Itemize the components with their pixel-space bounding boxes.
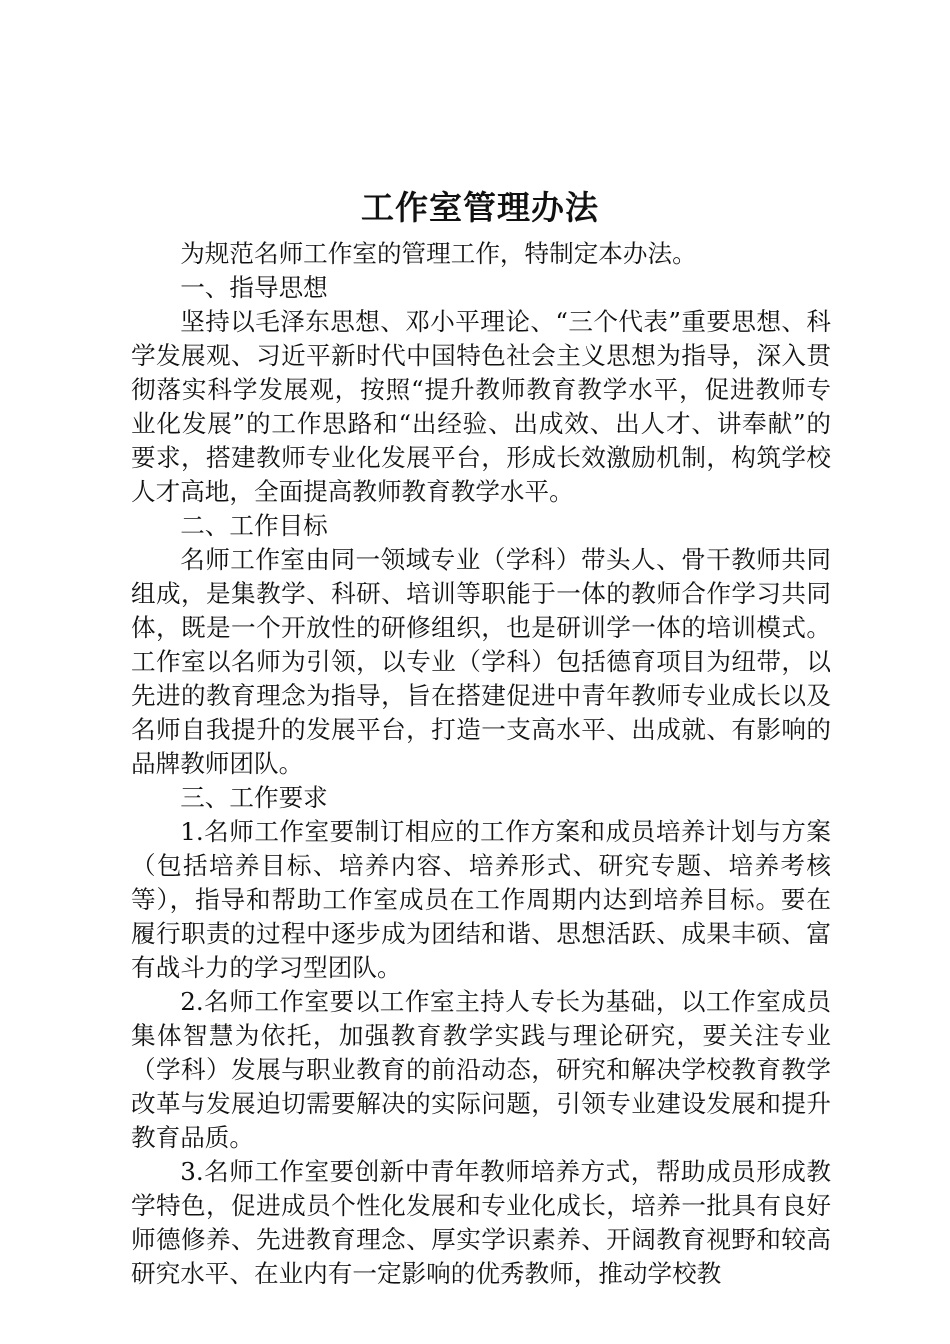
document-body bbox=[131, 237, 831, 1291]
paragraph-requirement-3: 3.名师工作室要创新中青年教师培养方式，帮助成员形成教学特色，促进成员个性化发展和专业化成长，培养一批具有良好师德修养、先进教育理念、厚实学识素养、开阔教育视野和较高研究水平、在业内有一定影响的优秀教师，推动学校教 bbox=[131, 1157, 831, 1288]
paragraph-guiding-thought: 坚持以毛泽东思想、邓小平理论、“三个代表”重要思想、科学发展观、习近平新时代中国特色社会主义思想为指导，深入贯彻落实科学发展观，按照“提升教师教育教学水平，促进教师专业化发展”的工作思路和“出经验、出成效、出人才、讲奉献”的要求，搭建教师专业化发展平台，形成长效激励机制，构筑学校人才高地，全面提高教师教育教学水平。 bbox=[131, 307, 831, 506]
paragraph-requirement-1: 1.名师工作室要制订相应的工作方案和成员培养计划与方案（包括培养目标、培养内容、培养形式、研究专题、培养考核等），指导和帮助工作室成员在工作周期内达到培养目标。要在履行职责的过程中逐步成为团结和谐、思想活跃、成果丰硕、富有战斗力的学习型团队。 bbox=[131, 817, 831, 982]
document-title: 工作室管理办法 bbox=[361, 188, 599, 227]
paragraph-intro: 为规范名师工作室的管理工作，特制定本办法。 bbox=[180, 239, 697, 268]
heading-work-goals: 二、工作目标 bbox=[180, 511, 328, 540]
heading-work-requirements: 三、工作要求 bbox=[180, 783, 328, 812]
paragraph-requirement-2: 2.名师工作室要以工作室主持人专长为基础，以工作室成员集体智慧为依托，加强教育教学实践与理论研究，要关注专业（学科）发展与职业教育的前沿动态，研究和解决学校教育教学改革与发展迫切需要解决的实际问题，引领专业建设发展和提升教育品质。 bbox=[131, 987, 831, 1152]
heading-guiding-thought: 一、指导思想 bbox=[180, 273, 328, 302]
paragraph-work-goals: 名师工作室由同一领域专业（学科）带头人、骨干教师共同组成，是集教学、科研、培训等职能于一体的教师合作学习共同体，既是一个开放性的研修组织，也是研训学一体的培训模式。工作室以名师为引领，以专业（学科）包括德育项目为纽带，以先进的教育理念为指导，旨在搭建促进中青年教师专业成长以及名师自我提升的发展平台，打造一支高水平、出成就、有影响的品牌教师团队。 bbox=[131, 545, 831, 778]
